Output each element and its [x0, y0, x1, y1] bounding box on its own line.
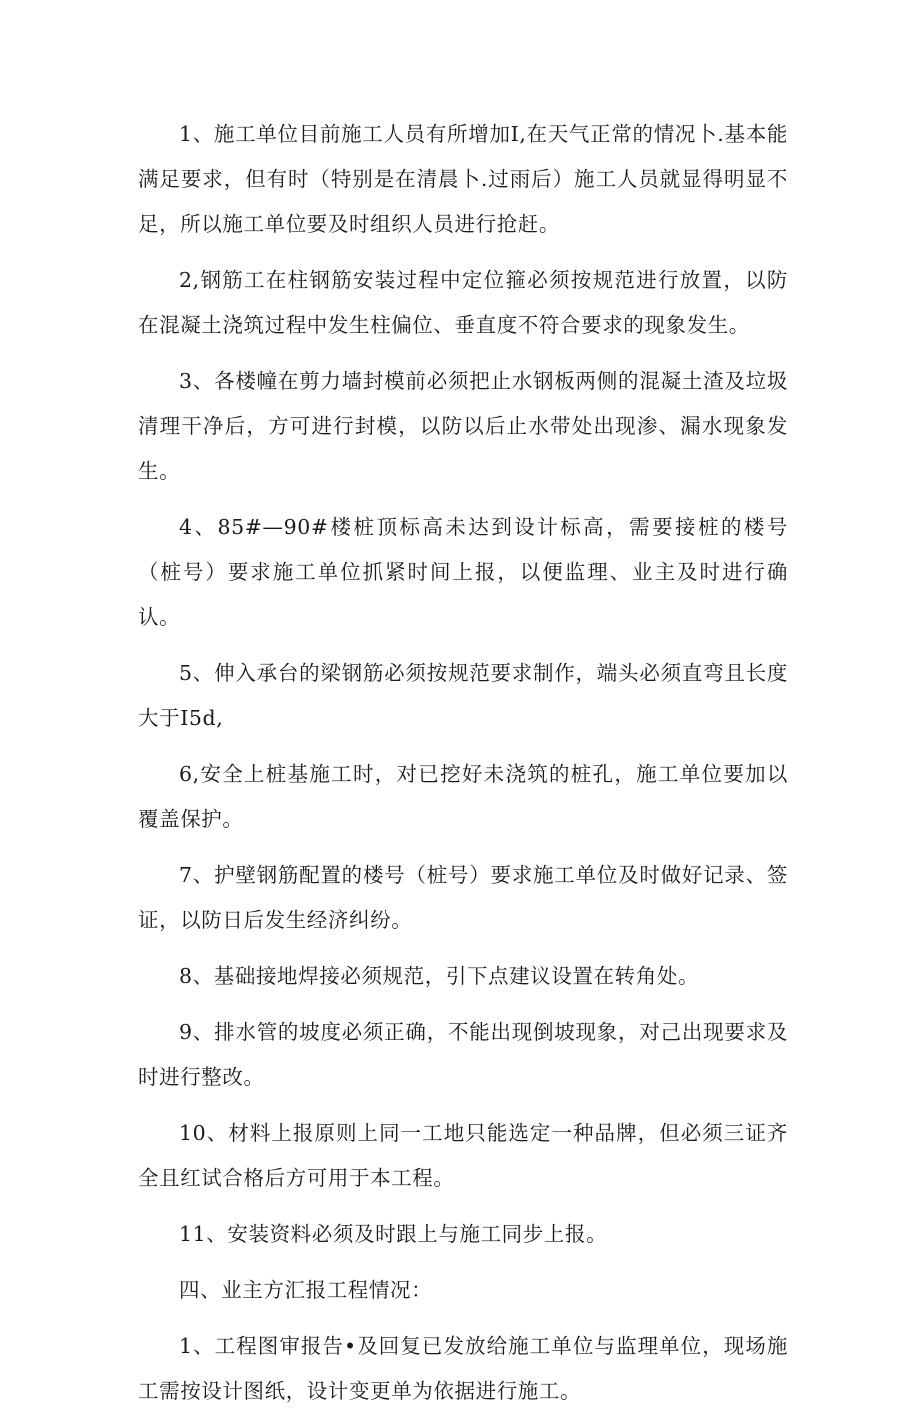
paragraph-9: 9、排水管的坡度必须正确，不能出现倒坡现象，对己出现要求及时进行整改。 — [138, 1020, 788, 1089]
paragraph-10: 10、材料上报原则上同一工地只能选定一种品牌，但必须三证齐全且红试合格后方可用于本工程。 — [138, 1121, 788, 1190]
paragraph-7: 7、护壁钢筋配置的楼号（桩号）要求施工单位及时做好记录、签证，以防日后发生经济纠纷。 — [138, 863, 788, 932]
paragraph-2: 2,钢筋工在柱钢筋安装过程中定位箍必须按规范进行放置，以防在混凝土浇筑过程中发生柱偏位、垂直度不符合要求的现象发生。 — [138, 268, 788, 337]
paragraph-11: 11、安装资料必须及时跟上与施工同步上报。 — [179, 1222, 608, 1246]
paragraph-1: 1、施工单位目前施工人员有所增加I,在天气正常的情况卜.基本能满足要求，但有时（特别是在清晨卜.过雨后）施工人员就显得明显不足，所以施工单位要及时组织人员进行抢赶。 — [138, 122, 788, 236]
paragraph-5: 5、伸入承台的梁钢筋必须按规范要求制作，端头必须直弯且长度大于I5d, — [138, 661, 788, 730]
paragraph-12: 1、工程图审报告•及回复已发放给施工单位与监理单位，现场施工需按设计图纸，设计变更单为依据进行施工。 — [138, 1334, 788, 1403]
paragraph-8: 8、基础接地焊接必须规范，引下点建议设置在转角处。 — [179, 964, 700, 988]
section-heading-owner-report: 四、业主方汇报工程情况： — [179, 1278, 433, 1302]
paragraph-3: 3、各楼幢在剪力墙封模前必须把止水钢板两侧的混凝土渣及垃圾清理干净后，方可进行封模，以防以后止水带处出现渗、漏水现象发生。 — [138, 369, 788, 483]
paragraph-6: 6,安全上桩基施工时，对已挖好未浇筑的桩孔，施工单位要加以覆盖保护。 — [138, 762, 788, 831]
paragraph-4: 4、85#—90#楼桩顶标高未达到设计标高，需要接桩的楼号（桩号）要求施工单位抓紧时间上报，以便监理、业主及时进行确认。 — [138, 515, 788, 629]
document-body — [138, 112, 788, 1425]
